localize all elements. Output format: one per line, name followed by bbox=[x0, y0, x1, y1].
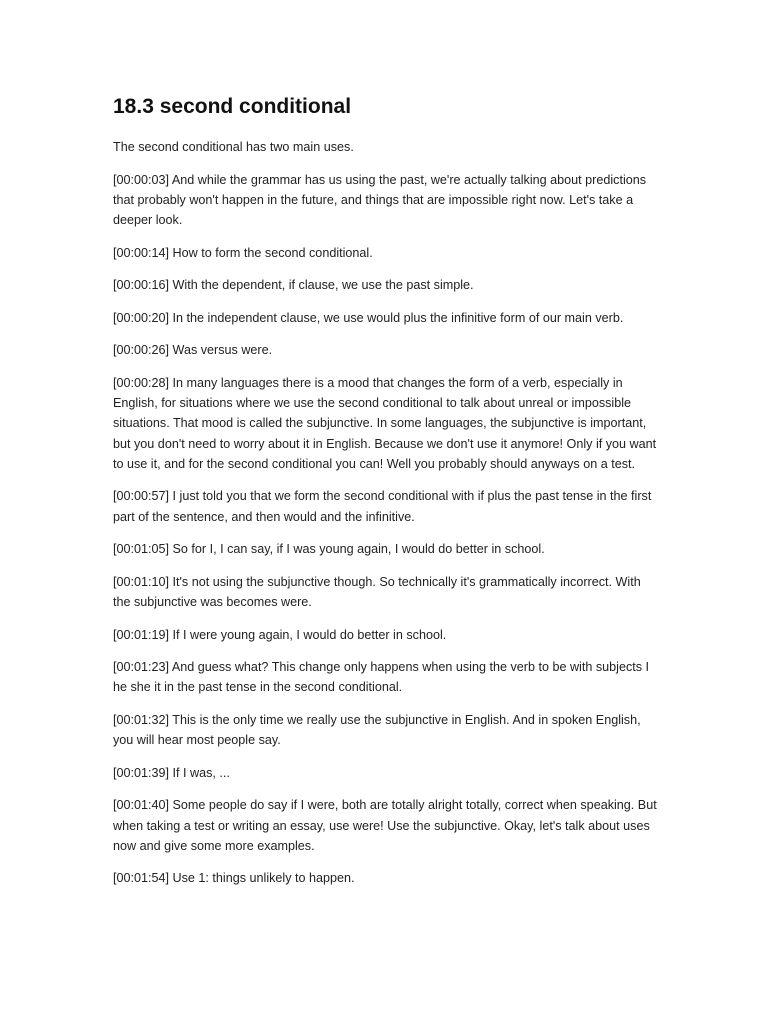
paragraph-00-01-23: [00:01:23] And guess what? This change only happens when using the verb to be with subjects I he she it in the past tense in the second conditional. bbox=[113, 660, 650, 695]
paragraph-00-00-28: [00:00:28] In many languages there is a mood that changes the form of a verb, especially in English, for situations where we use the second conditional to talk about unreal or impossible situations. That mood is called the subjunctive. In some languages, the subjunctive is important, but you don't need to worry about it in English. Because we don't use it anymore! Only if you want to use it, and for the second conditional you can! Well you probably should anyways on a test. bbox=[113, 375, 657, 471]
paragraph-00-01-05: [00:01:05] So for I, I can say, if I was young again, I would do better in school. bbox=[113, 542, 545, 557]
paragraph-00-01-32: [00:01:32] This is the only time we really use the subjunctive in English. And in spoken English, you will hear most people say. bbox=[113, 712, 641, 748]
paragraph-00-01-54: [00:01:54] Use 1: things unlikely to happen. bbox=[113, 871, 355, 886]
paragraph-00-00-26: [00:00:26] Was versus were. bbox=[113, 343, 273, 358]
page-title: 18.3 second conditional bbox=[113, 95, 352, 118]
paragraph-00-01-19: [00:01:19] If I were young again, I would do better in school. bbox=[113, 627, 447, 642]
paragraph-00-00-57: [00:00:57] I just told you that we form the second conditional with if plus the past tense in the first part of the sentence, and then would and the infinitive. bbox=[113, 489, 652, 524]
paragraph-00-00-20: [00:00:20] In the independent clause, we use would plus the infinitive form of our main verb. bbox=[113, 310, 624, 325]
paragraph-00-00-16: [00:00:16] With the dependent, if clause, we use the past simple. bbox=[113, 278, 474, 293]
paragraph-00-01-40: [00:01:40] Some people do say if I were, both are totally alright totally, correct when speaking. But when taking a test or writing an essay, use were! Use the subjunctive. Okay, let's talk about uses now and give some more examples. bbox=[113, 798, 657, 853]
paragraph-intro: The second conditional has two main uses. bbox=[113, 140, 354, 154]
paragraph-00-01-10: [00:01:10] It's not using the subjunctive though. So technically it's grammatically incorrect. With the subjunctive was becomes were. bbox=[113, 574, 641, 609]
document-body bbox=[113, 137, 658, 901]
paragraph-00-01-39: [00:01:39] If I was, ... bbox=[113, 765, 230, 780]
paragraph-00-00-14: [00:00:14] How to form the second conditional. bbox=[113, 245, 373, 260]
paragraph-00-00-03: [00:00:03] And while the grammar has us using the past, we're actually talking about predictions that probably won't happen in the future, and things that are impossible right now. Let's take a deeper look. bbox=[113, 172, 647, 227]
